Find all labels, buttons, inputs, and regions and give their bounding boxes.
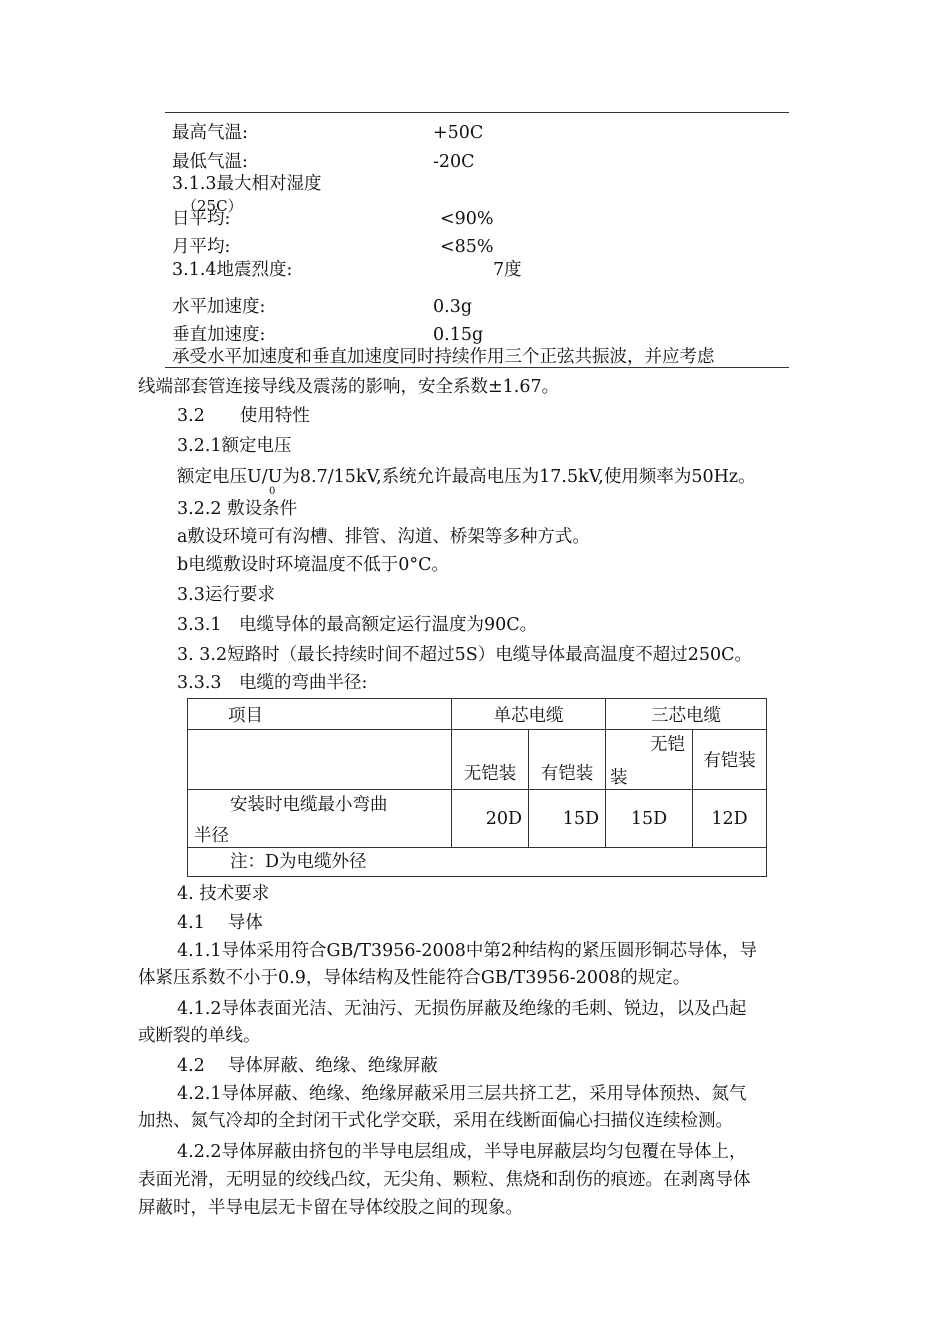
sub-unarmored-three-line1: 无铠 <box>650 734 685 755</box>
v-accel-value: 0.15g <box>433 325 484 345</box>
conductor-2-line2: 或断裂的单线。 <box>138 1026 261 1046</box>
sub-unarmored-three <box>606 730 693 790</box>
conductor-2-line1: 4.1.2导体表面光洁、无油污、无损伤屏蔽及绝缘的毛刺、锐边，以及凸起 <box>177 999 747 1019</box>
shield-1-line2: 加热、氮气冷却的全封闭干式化学交联，采用在线断面偏心扫描仪连续检测。 <box>138 1111 733 1131</box>
rated-voltage-text: 额定电压U/U为8.7/15kV,系统允许最高电压为17.5kV,使用频率为50Hz。 <box>177 467 756 487</box>
shield-1-line1: 4.2.1导体屏蔽、绝缘、绝缘屏蔽采用三层共挤工艺，采用导体预热、氮气 <box>177 1084 747 1104</box>
shield-heading: 4.2 导体屏蔽、绝缘、绝缘屏蔽 <box>177 1056 438 1076</box>
sub-armored-three: 有铠装 <box>693 730 767 790</box>
bend-radius-table <box>187 698 767 877</box>
value-cell: 20D <box>452 790 529 848</box>
row-label <box>188 790 452 848</box>
operation-heading: 3.3运行要求 <box>177 585 275 605</box>
wave-text-2: 线端部套管连接导线及震荡的影响，安全系数±1.67。 <box>138 377 560 397</box>
h-accel-value: 0.3g <box>433 297 473 317</box>
conductor-1-line2: 体紧压系数不小于0.9，导体结构及性能符合GB/T3956-2008的规定。 <box>138 968 691 988</box>
daily-avg-value: <90% <box>440 209 494 229</box>
row-label-line2: 半径 <box>194 825 229 846</box>
humidity-heading: 3.1.3最大相对湿度 <box>172 174 322 194</box>
conductor-heading: 4.1 导体 <box>177 913 263 933</box>
blank-cell <box>188 730 452 790</box>
daily-avg-label: 日平均: <box>172 209 231 229</box>
op-3: 3.3.3 电缆的弯曲半径: <box>177 673 368 693</box>
seismic-heading: 3.1.4地震烈度: <box>172 260 293 280</box>
min-temp-value: -20C <box>433 152 475 172</box>
usage-heading: 3.2 使用特性 <box>177 406 310 426</box>
h-accel-label: 水平加速度: <box>172 297 266 317</box>
table-note: 注：D为电缆外径 <box>188 848 767 877</box>
sub-unarmored-single: 无铠装 <box>452 730 529 790</box>
shield-2-line1: 4.2.2导体屏蔽由挤包的半导电层组成，半导电屏蔽层均匀包覆在导体上， <box>177 1142 747 1162</box>
max-temp-label: 最高气温: <box>172 123 248 143</box>
laying-a: a敷设环境可有沟槽、排管、沟道、桥架等多种方式。 <box>177 527 590 547</box>
col-three-core: 三芯电缆 <box>606 699 767 730</box>
header-rule <box>165 112 789 113</box>
sub-unarmored-three-line2: 装 <box>610 767 628 788</box>
sub-armored-single: 有铠装 <box>529 730 606 790</box>
value-cell: 15D <box>529 790 606 848</box>
op-1: 3.3.1 电缆导体的最高额定运行温度为90C。 <box>177 615 538 635</box>
max-temp-value: +50C <box>433 123 484 143</box>
section-rule <box>165 367 789 368</box>
tech-heading: 4. 技术要求 <box>177 884 270 904</box>
seismic-value: 7度 <box>493 260 522 280</box>
col-item: 项目 <box>188 699 452 730</box>
shield-2-line3: 屏蔽时，半导电层无卡留在导体绞股之间的现象。 <box>138 1198 523 1218</box>
col-single-core: 单芯电缆 <box>452 699 606 730</box>
v-accel-label: 垂直加速度: <box>172 325 266 345</box>
humidity-unit-clipped: （25C） <box>182 197 243 215</box>
op-2: 3. 3.2短路时（最长持续时间不超过5S）电缆导体最高温度不超过250C。 <box>177 645 753 665</box>
value-cell: 12D <box>693 790 767 848</box>
laying-b: b电缆敷设时环境温度不低于0°C。 <box>177 555 449 575</box>
rated-voltage-heading: 3.2.1额定电压 <box>177 436 292 456</box>
laying-heading: 3.2.2 敷设条件 <box>177 499 298 519</box>
monthly-avg-label: 月平均: <box>172 237 231 257</box>
monthly-avg-value: <85% <box>440 237 494 257</box>
shield-2-line2: 表面光滑，无明显的绞线凸纹，无尖角、颗粒、焦烧和刮伤的痕迹。在剥离导体 <box>138 1170 751 1190</box>
wave-text-1: 承受水平加速度和垂直加速度同时持续作用三个正弦共振波，并应考虑 <box>172 347 715 367</box>
conductor-1-line1: 4.1.1导体采用符合GB/T3956-2008中第2种结构的紧压圆形铜芯导体，导 <box>177 941 758 961</box>
min-temp-label: 最低气温: <box>172 152 248 172</box>
rated-voltage-subscript: 0 <box>269 486 276 497</box>
value-cell: 15D <box>606 790 693 848</box>
row-label-line1: 安装时电缆最小弯曲 <box>230 794 388 815</box>
